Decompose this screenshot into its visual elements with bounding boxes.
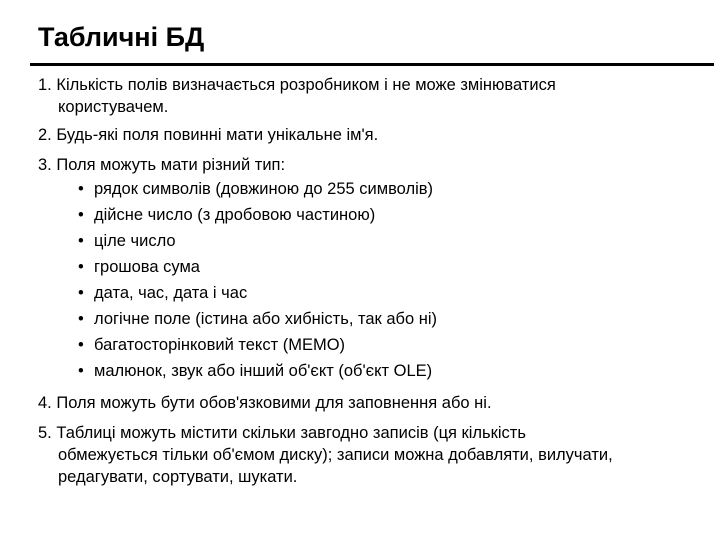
slide-content [38,74,688,488]
item-text: Поля можуть мати різний тип: [56,156,286,174]
list-item: • ціле число [38,228,688,254]
list-item: • грошова сума [38,254,688,280]
item-number: 5. [38,424,52,442]
item-text: Поля можуть бути обов'язковими для заповнення або ні. [56,394,492,412]
bullet-icon: • [78,284,84,302]
list-item: • логічне поле (істина або хибність, так або ні) [38,306,688,332]
bullet-icon: • [78,362,84,380]
item-text-continued: обмежується тільки об'ємом диску); записи можна добавляти, вилучати, [58,446,613,464]
list-item: • багатосторінковий текст (МЕМО) [38,332,688,358]
bullet-icon: • [78,310,84,328]
bullet-icon: • [78,180,84,198]
list-item: • рядок символів (довжиною до 255 символів) [38,176,688,202]
list-item-3 [38,154,688,176]
item-number: 3. [38,156,52,174]
title-divider [30,63,714,66]
list-item: • дійсне число (з дробовою частиною) [38,202,688,228]
list-item-4 [38,392,688,414]
list-item: • малюнок, звук або інший об'єкт (об'єкт OLE) [38,358,688,384]
item-text-continued: користувачем. [58,98,169,116]
item-text: Таблиці можуть містити скільки завгодно записів (ця кількість [56,424,526,442]
bullet-icon: • [78,336,84,354]
field-types-list [38,176,688,384]
item-text: Будь-які поля повинні мати унікальне ім'я. [56,126,379,144]
item-number: 4. [38,394,52,412]
list-item-5 [38,422,688,488]
bullet-icon: • [78,258,84,276]
item-text: Кількість полів визначається розробником і не може змінюватися [56,76,556,94]
bullet-icon: • [78,232,84,250]
item-number: 1. [38,76,52,94]
bullet-icon: • [78,206,84,224]
item-text-continued: редагувати, сортувати, шукати. [58,468,298,486]
item-number: 2. [38,126,52,144]
list-item: • дата, час, дата і час [38,280,688,306]
list-item-2 [38,124,688,146]
page-title: Табличні БД [38,22,205,52]
list-item-1 [38,74,688,118]
